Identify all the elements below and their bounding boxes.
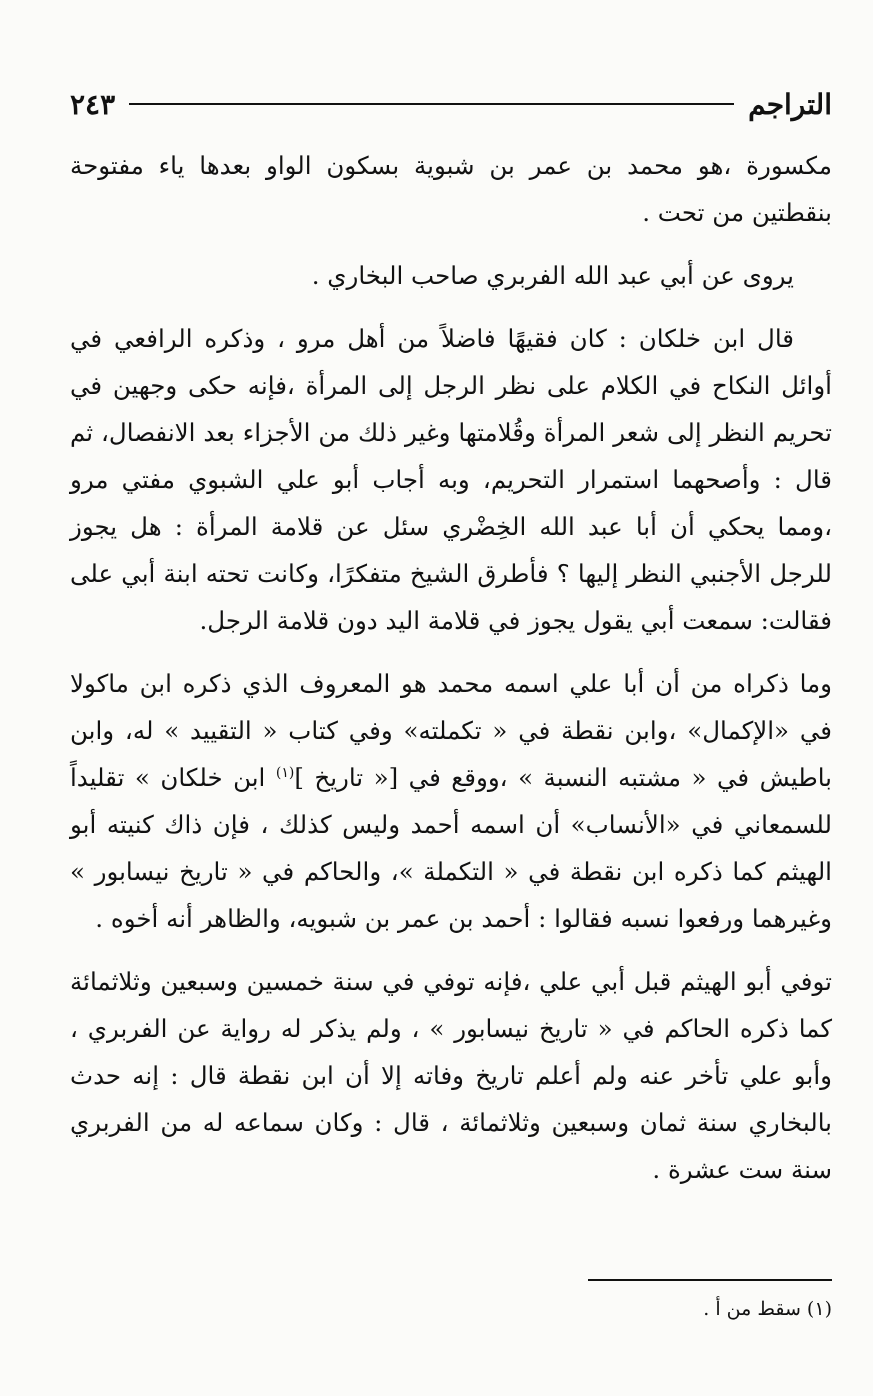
paragraph-1: مكسورة ،هو محمد بن عمر بن شبوية بسكون الواو بعدها ياء مفتوحة بنقطتين من تحت .	[70, 151, 832, 227]
footnote: (١) سقط من أ .	[703, 1298, 832, 1320]
paragraph-4-part-2: ابن خلكان » تقليداً للسمعاني في «الأنساب» أن اسمه أحمد وليس كذلك ، فإن ذاك كنيته أبو الهيثم كما ذكره ابن نقطة في « التكملة »، والحاكم في « تاريخ نيسابور » وغيرهما ورفعوا نسبه فقالوا : أحمد بن عمر بن شبويه، والظاهر أنه أخوه .	[70, 763, 832, 933]
paragraph-3: قال ابن خلكان : كان فقيهًا فاضلاً من أهل مرو ، وذكره الرافعي في أوائل النكاح في الكلام على نظر الرجل إلى المرأة ،فإنه حكى وجهين في تحريم النظر إلى شعر المرأة وقُلامتها وغير ذلك من الأجزاء بعد الانفصال، ثم قال : وأصحهما استمرار التحريم، وبه أجاب أبو علي الشبوي مفتي مرو ،ومما يحكي أن أبا عبد الله الخِضْري سئل عن قلامة المرأة : هل يجوز للرجل الأجنبي النظر إليها ؟ فأطرق الشيخ متفكرًا، وكانت تحته ابنة أبي على فقالت: سمعت أبي يقول يجوز في قلامة اليد دون قلامة الرجل.	[70, 324, 832, 635]
paragraph-4-part-1: وما ذكراه من أن أبا علي اسمه محمد هو المعروف الذي ذكره ابن ماكولا في «الإكمال» ،وابن نقطة في « تكملته» وفي كتاب « التقييد » له، وابن باطيش في « مشتبه النسبة » ،ووقع في [« تاريخ ]	[70, 669, 832, 792]
footnote-rule	[588, 1279, 832, 1281]
paragraph-5: توفي أبو الهيثم قبل أبي علي ،فإنه توفي في سنة خمسين وسبعين وثلاثمائة كما ذكره الحاكم في « تاريخ نيسابور » ، ولم يذكر له رواية عن الفربري ، وأبو علي تأخر عنه ولم أعلم تاريخ وفاته إلا أن ابن نقطة قال : إنه حدث بالبخاري سنة ثمان وسبعين وثلاثمائة ، قال : وكان سماعه له من الفربري سنة ست عشرة .	[70, 967, 832, 1184]
paragraph-4	[70, 660, 832, 942]
footnote-ref: (١)	[275, 764, 295, 781]
main-text	[70, 142, 832, 1209]
page-header	[70, 82, 832, 126]
page-number: ٢٤٣	[70, 87, 116, 121]
paragraph-2: يروى عن أبي عبد الله الفربري صاحب البخاري .	[311, 261, 794, 290]
running-title: التراجم	[748, 87, 832, 121]
header-rule	[129, 103, 734, 105]
